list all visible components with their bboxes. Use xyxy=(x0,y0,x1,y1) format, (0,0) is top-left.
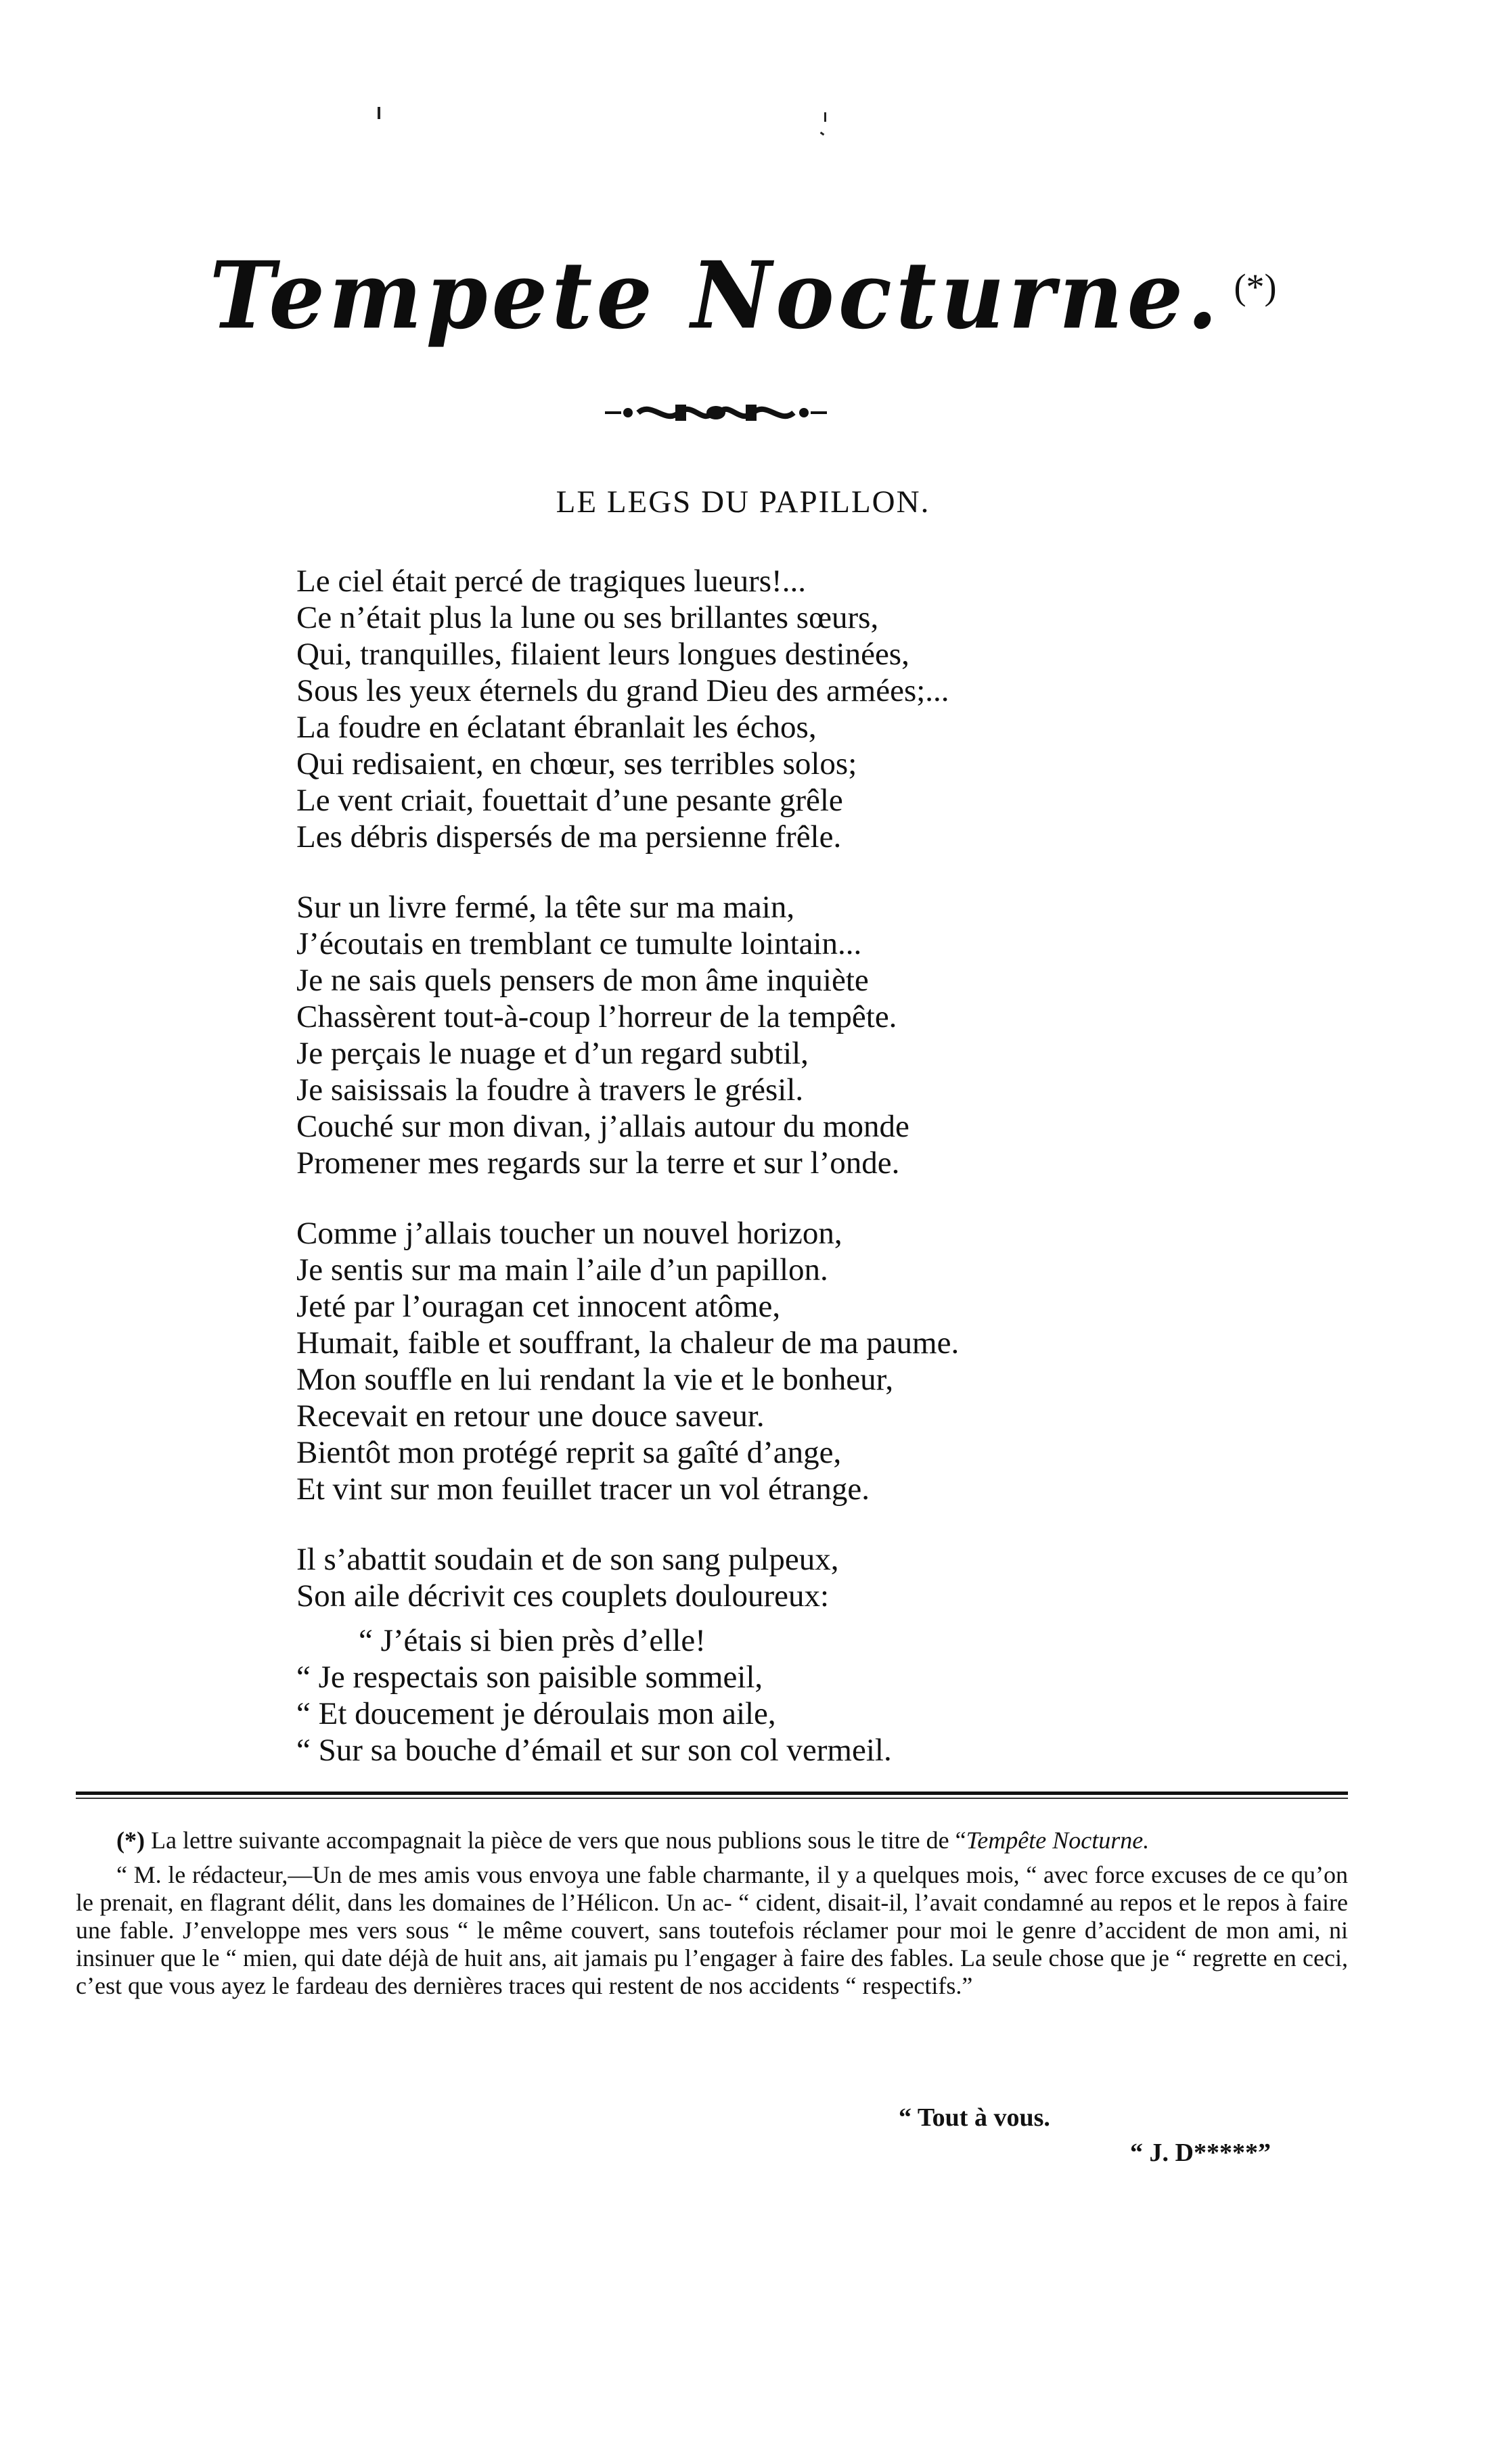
footnote-rule xyxy=(76,1792,1348,1802)
footnote-letter: “ M. le rédacteur,—Un de mes amis vous envoya une fable charmante, il y a quelques mois, “ avec force excuses de ce qu’on le prenait, en flagrant délit, dans les domaines de l’Hélicon. Un ac- “ cident, disait-il, l’avait condamné au repos et le repos à faire une fable. J’enveloppe mes vers sous “ le même couvert, sans toutefois réclamer pour moi le genre d’accident de mon ami, ni insinuer que le “ mien, qui date déjà de huit ans, ait jamais pu l’engager à faire des fables. La seule chose que je “ regrette en ceci, c’est que vous ayez le fardeau des dernières traces qui restent de nos accidents “ respectifs.” xyxy=(76,1861,1348,1999)
verse-line: Jeté par l’ouragan cet innocent atôme, xyxy=(296,1289,781,1324)
verse-line: Je saisissais la foudre à travers le grésil. xyxy=(296,1072,804,1108)
footnote-intro xyxy=(76,1827,1348,1854)
verse-line: Comme j’allais toucher un nouvel horizon, xyxy=(296,1216,842,1251)
rule-thick xyxy=(76,1792,1348,1795)
quoted-line: “ J’étais si bien près d’elle! xyxy=(359,1623,706,1658)
poem xyxy=(296,563,1176,1802)
verse-line: J’écoutais en tremblant ce tumulte lointain... xyxy=(296,926,862,961)
letter-signature: “ J. D*****” xyxy=(1130,2139,1271,2167)
verse-line: Chassèrent tout-à-coup l’horreur de la tempête. xyxy=(296,999,897,1034)
verse-line: Il s’abattit soudain et de son sang pulpeux, xyxy=(296,1542,839,1577)
verse-line: Je ne sais quels pensers de mon âme inquiète xyxy=(296,963,869,998)
verse-line: Couché sur mon divan, j’allais autour du monde xyxy=(296,1109,909,1144)
verse-line: Humait, faible et souffrant, la chaleur de ma paume. xyxy=(296,1325,960,1361)
verse-line: Sous les yeux éternels du grand Dieu des armées;... xyxy=(296,673,949,708)
verse-line: Sur un livre fermé, la tête sur ma main, xyxy=(296,890,795,925)
verse-line: Bientôt mon protégé reprit sa gaîté d’ange, xyxy=(296,1435,842,1470)
verse-line: Le ciel était percé de tragiques lueurs!... xyxy=(296,564,806,599)
stanza xyxy=(296,889,1176,1181)
verse-line: La foudre en éclatant ébranlait les échos, xyxy=(296,710,817,745)
verse-line: Et vint sur mon feuillet tracer un vol étrange. xyxy=(296,1471,870,1507)
verse-line: Je sentis sur ma main l’aile d’un papillon. xyxy=(296,1252,828,1287)
quoted-line: “ Et doucement je déroulais mon aile, xyxy=(296,1696,776,1731)
title-footnote-mark: (*) xyxy=(1234,267,1277,307)
footnote-intro-text: La lettre suivante accompagnait la pièce de vers que nous publions sous le titre de “ xyxy=(150,1827,966,1854)
poem-subtitle: LE LEGS DU PAPILLON. xyxy=(556,484,930,520)
rule-thin xyxy=(76,1798,1348,1799)
verse-line: Je perçais le nuage et d’un regard subtil, xyxy=(296,1036,809,1071)
print-speck xyxy=(378,107,380,119)
stanza xyxy=(296,1215,1176,1507)
verse-line: Son aile décrivit ces couplets douloureux: xyxy=(296,1578,830,1614)
footnote-marker: (*) xyxy=(116,1827,145,1854)
print-speck xyxy=(820,132,825,136)
page-title: Tempete Nocturne. xyxy=(209,241,1222,350)
verse-line: Mon souffle en lui rendant la vie et le bonheur, xyxy=(296,1362,894,1397)
letter-closing: “ Tout à vous. xyxy=(899,2103,1050,2132)
ornament-divider xyxy=(601,399,831,426)
verse-line: Ce n’était plus la lune ou ses brillantes sœurs, xyxy=(296,600,879,635)
footnote-intro-title: Tempête Nocturne. xyxy=(966,1827,1150,1854)
verse-line: Les débris dispersés de ma persienne frêle. xyxy=(296,819,842,854)
verse-line: Qui, tranquilles, filaient leurs longues destinées, xyxy=(296,637,909,672)
verse-line: Promener mes regards sur la terre et sur l’onde. xyxy=(296,1145,900,1181)
footnote xyxy=(76,1827,1348,2007)
verse-line: Le vent criait, fouettait d’une pesante grêle xyxy=(296,783,843,818)
stanza xyxy=(296,563,1176,855)
stanza xyxy=(296,1541,1176,1614)
print-speck xyxy=(824,112,826,122)
verse-line: Recevait en retour une douce saveur. xyxy=(296,1398,765,1434)
quoted-line: “ Sur sa bouche d’émail et sur son col vermeil. xyxy=(296,1733,892,1768)
verse-line: Qui redisaient, en chœur, ses terribles solos; xyxy=(296,746,857,781)
title-row xyxy=(0,241,1486,350)
quoted-stanza xyxy=(296,1622,1176,1769)
quoted-line: “ Je respectais son paisible sommeil, xyxy=(296,1660,763,1695)
